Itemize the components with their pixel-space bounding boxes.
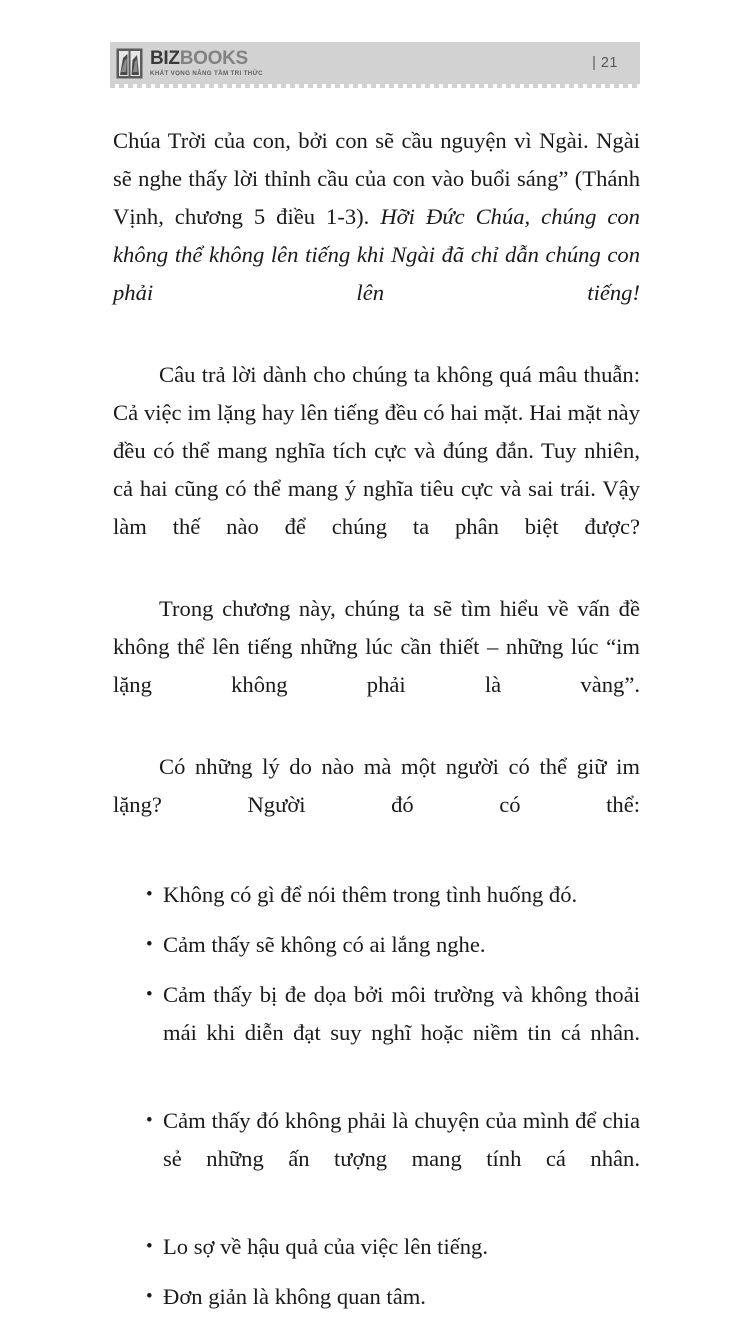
paragraph-4: Có những lý do nào mà một người có thể giữ im lặng? Người đó có thể: <box>113 754 640 817</box>
paragraph-2: Câu trả lời dành cho chúng ta không quá mâu thuẫn: Cả việc im lặng hay lên tiếng đều có hai mặt. Hai mặt này đều có thể mang nghĩa tích cực và đúng đắn. Tuy nhiên, cả hai cũng có thể mang ý nghĩa tiêu cực và sai trái. Vậy làm thế nào để chúng ta phân biệt được? <box>113 362 640 539</box>
brand-name-secondary: BOOKS <box>179 47 248 69</box>
reasons-list <box>113 876 640 1316</box>
list-item: • Cảm thấy đó không phải là chuyện của mình để chia sẻ những ấn tượng mang tính cá nhân. <box>113 1102 640 1216</box>
list-item: • Lo sợ về hậu quả của việc lên tiếng. <box>113 1228 640 1266</box>
page-number: | 21 <box>592 55 618 71</box>
paragraph-1-italic: Hỡi Đức Chúa, chúng con không thể không lên tiếng khi Ngài đã chỉ dẫn chúng con phải lên tiếng! <box>113 204 640 305</box>
brand-name-primary: BIZ <box>150 47 180 69</box>
brand-tagline: KHÁT VỌNG NÂNG TẦM TRI THỨC <box>150 69 263 77</box>
list-item: • Đơn giản là không quan tâm. <box>113 1278 640 1316</box>
brand-name <box>150 49 263 68</box>
paragraph-1-roman: Chúa Trời của con, bởi con sẽ cầu nguyện vì Ngài. Ngài sẽ nghe thấy lời thỉnh cầu của con vào buổi sáng” (Thánh Vịnh, chương 5 điều 1-3). <box>113 128 640 229</box>
running-header <box>110 42 640 84</box>
book-logo-icon <box>116 48 143 79</box>
paragraph-1 <box>113 122 640 350</box>
list-item: • Không có gì để nói thêm trong tình huống đó. <box>113 876 640 914</box>
list-item: • Cảm thấy bị đe dọa bởi môi trường và không thoải mái khi diễn đạt suy nghĩ hoặc niềm tin cá nhân. <box>113 976 640 1090</box>
list-item: • Cảm thấy sẽ không có ai lắng nghe. <box>113 926 640 964</box>
paragraph-3: Trong chương này, chúng ta sẽ tìm hiểu về vấn đề không thể lên tiếng những lúc cần thiết – những lúc “im lặng không phải là vàng”. <box>113 596 640 697</box>
publisher-logo <box>110 48 263 79</box>
brand-text-block <box>150 49 263 77</box>
page-body <box>113 122 640 1328</box>
